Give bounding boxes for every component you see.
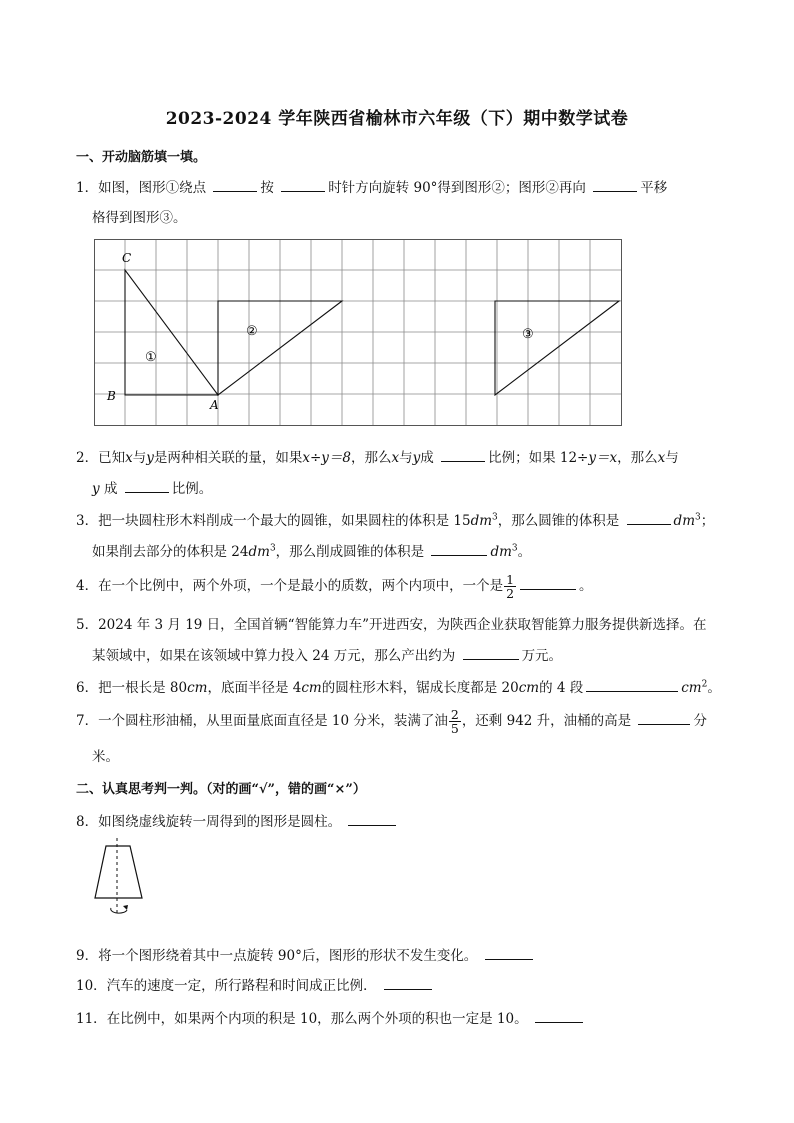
answer-blank-4[interactable]: [520, 575, 576, 590]
question-3-line-2: 如果削去部分的体积是 $24dm^3$，那么削成圆锥的体积是 $dm^3$。: [92, 540, 531, 560]
page-title: 2023-2024 学年陕西省榆林市六年级（下）期中数学试卷: [165, 109, 629, 129]
question-7-line-1: [76, 708, 707, 735]
section-2-heading: 二、认真思考判一判。（对的画“√”，错的画“×”）: [76, 782, 366, 797]
q5-text-a: 2024 年 3 月 19 日，全国首辆“智能算力车”开进西安，为陕西企业获取智能算力服务提供新选择。在: [98, 617, 707, 633]
q6-text-d: 的 4 段: [539, 680, 584, 696]
question-6-number: 6．: [76, 680, 99, 696]
q3-unit-2: dm: [673, 513, 695, 529]
q7-text-b: ，还剩 942 升，油桶的高是: [461, 713, 632, 729]
question-5-line-2: [92, 644, 562, 664]
point-c-label: C: [122, 251, 132, 265]
answer-blank-11[interactable]: [535, 1008, 583, 1023]
q5-text-b: 某领域中，如果在该领域中算力投入 24 万元，那么产出约为: [92, 648, 456, 664]
shape-3-label: ③: [522, 327, 534, 342]
q7-frac-den: 5: [450, 721, 459, 736]
q10-text: 汽车的速度一定，所行路程和时间成正比例．: [106, 978, 377, 994]
question-3-number: 3．: [76, 513, 99, 529]
rotation-arrow-icon: [111, 908, 127, 913]
q2-text-h: ，那么: [617, 450, 658, 466]
question-2-line-1: [76, 446, 679, 466]
answer-blank-10[interactable]: [384, 975, 432, 990]
grid-border: [95, 240, 622, 426]
answer-blank-1c[interactable]: [593, 177, 637, 192]
point-b-label: B: [107, 389, 116, 403]
q2-expr-2: y＝x: [588, 450, 618, 466]
answer-blank-6[interactable]: [586, 677, 678, 692]
q4-frac-num: 1: [506, 572, 515, 587]
question-10-number: 10．: [76, 978, 107, 994]
rotation-arrowhead-icon: [123, 905, 128, 910]
triangle-3: [495, 301, 619, 395]
question-6-line: [76, 676, 721, 696]
grid-lines: [94, 239, 622, 426]
answer-blank-2b[interactable]: [125, 478, 169, 493]
question-1-number: 1．: [76, 180, 99, 196]
q2-text-g: 比例；如果 12÷: [488, 450, 589, 466]
point-a-label: A: [210, 398, 219, 412]
q6-end: 。: [707, 680, 721, 696]
answer-blank-1a[interactable]: [213, 177, 257, 192]
question-4-number: 4．: [76, 578, 99, 594]
answer-blank-2a[interactable]: [441, 447, 485, 462]
question-1-text-d: 平移: [640, 180, 668, 196]
question-8-line: [76, 810, 399, 830]
q7-text-c: 分: [693, 713, 707, 729]
q2-text-f: 成: [420, 450, 434, 466]
q5-text-c: 万元。: [521, 648, 563, 664]
q2-text-j: 成: [103, 481, 118, 497]
q2-var-x-3: x: [657, 450, 666, 466]
q7-frac-num: 2: [450, 707, 459, 722]
question-11-number: 11．: [76, 1011, 107, 1027]
q3-text-b: ，那么圆锥的体积是: [497, 513, 620, 529]
q3-unit-4: dm: [490, 544, 512, 560]
q3-exp-1: 3: [492, 512, 498, 523]
q2-text-b: 与: [132, 450, 147, 466]
question-1-line-1: [76, 176, 667, 196]
question-2-number: 2．: [76, 450, 99, 466]
question-7-number: 7．: [76, 713, 99, 729]
q4-frac-den: 2: [506, 586, 515, 601]
q3-text-c: 如果削去部分的体积是 24: [92, 544, 249, 560]
section-1-heading: 一、开动脑筋填一填。: [76, 150, 207, 165]
q6-text-a: 把一根长是 80: [98, 680, 188, 696]
trapezoid-shape: [95, 846, 142, 898]
question-4-line: [76, 573, 593, 600]
answer-blank-9[interactable]: [485, 945, 533, 960]
question-9-number: 9．: [76, 948, 99, 964]
q3-exp-2: 3: [695, 512, 701, 523]
q8-text: 如图绕虚线旋转一周得到的图形是圆柱。: [98, 814, 342, 830]
q4-fraction: [504, 573, 516, 600]
question-11-line: [76, 1007, 586, 1027]
q2-text-d: ，那么: [351, 450, 392, 466]
q4-end: 。: [579, 578, 593, 594]
question-8-number: 8．: [76, 814, 99, 830]
shape-2-label: ②: [246, 324, 258, 339]
question-1-text-b: 按: [260, 180, 274, 196]
answer-blank-3a[interactable]: [627, 510, 671, 525]
q6-unit-3: cm: [518, 680, 540, 696]
question-1-line-2: 格得到图形③。: [92, 210, 187, 226]
answer-blank-1b[interactable]: [281, 177, 325, 192]
trapezoid-rotation-figure: [92, 838, 152, 918]
answer-blank-3b[interactable]: [431, 541, 487, 556]
q3-text-a: 把一块圆柱形木料削成一个最大的圆锥，如果圆柱的体积是 15: [98, 513, 471, 529]
q7-text-a: 一个圆柱形油桶，从里面量底面直径是 10 分米，装满了油: [98, 713, 448, 729]
answer-blank-5[interactable]: [463, 645, 519, 660]
q2-var-y: y: [146, 450, 154, 466]
q3-exp-3: 3: [269, 543, 276, 554]
q3-text-d: ，那么削成圆锥的体积是: [275, 544, 425, 560]
q2-text-a: 已知: [98, 450, 126, 466]
rotation-grid-figure: [94, 239, 622, 427]
question-5-line-1: [76, 613, 706, 633]
q2-text-c: 是两种相关联的量，如果: [153, 450, 303, 466]
question-7-line-2: 米。: [92, 749, 119, 765]
question-10-line: [76, 974, 435, 994]
question-9-line: [76, 944, 536, 964]
q6-unit-1: cm: [187, 680, 208, 696]
q6-unit-4: cm: [681, 680, 702, 696]
q6-unit-2: cm: [301, 680, 322, 696]
answer-blank-7[interactable]: [638, 710, 690, 725]
q6-text-c: 的圆柱形木料，锯成长度都是 20: [321, 680, 519, 696]
triangle-1: [125, 270, 218, 395]
question-1-text-c: 时针方向旋转 90°得到图形②；图形②再向: [328, 180, 586, 196]
q2-var-y-3: y: [92, 481, 100, 497]
q9-text: 将一个图形绕着其中一点旋转 90°后，图形的形状不发生变化。: [98, 948, 478, 964]
q6-text-b: ，底面半径是 4: [207, 680, 302, 696]
q2-expr-1: x÷y＝8: [302, 450, 352, 466]
q2-var-x-2: x: [391, 450, 400, 466]
question-1-text-a: 如图，图形①绕点: [98, 180, 207, 196]
shape-1-label: ①: [145, 350, 157, 365]
question-2-line-2: [92, 477, 212, 497]
q6-exp: 2: [701, 679, 708, 690]
q3-unit-3: dm: [248, 544, 270, 560]
q2-text-i: 与: [665, 450, 679, 466]
q2-text-e: 与: [399, 450, 413, 466]
question-5-number: 5．: [76, 617, 99, 633]
answer-blank-8[interactable]: [348, 811, 396, 826]
q3-unit-1: dm: [470, 513, 493, 529]
q4-text-a: 在一个比例中，两个外项，一个是最小的质数，两个内项中，一个是: [98, 578, 504, 594]
q2-var-y-2: y: [412, 450, 421, 466]
q2-var-x: x: [125, 450, 133, 466]
q7-fraction: [449, 708, 461, 735]
question-3-line-1: 3．把一块圆柱形木料削成一个最大的圆锥，如果圆柱的体积是 $15dm^3$，那么圆锥的体积是 $dm^3$；: [76, 509, 714, 529]
q11-text: 在比例中，如果两个内项的积是 10，那么两个外项的积也一定是 10。: [106, 1011, 528, 1027]
q3-exp-4: 3: [511, 543, 518, 554]
q2-text-k: 比例。: [171, 481, 213, 497]
